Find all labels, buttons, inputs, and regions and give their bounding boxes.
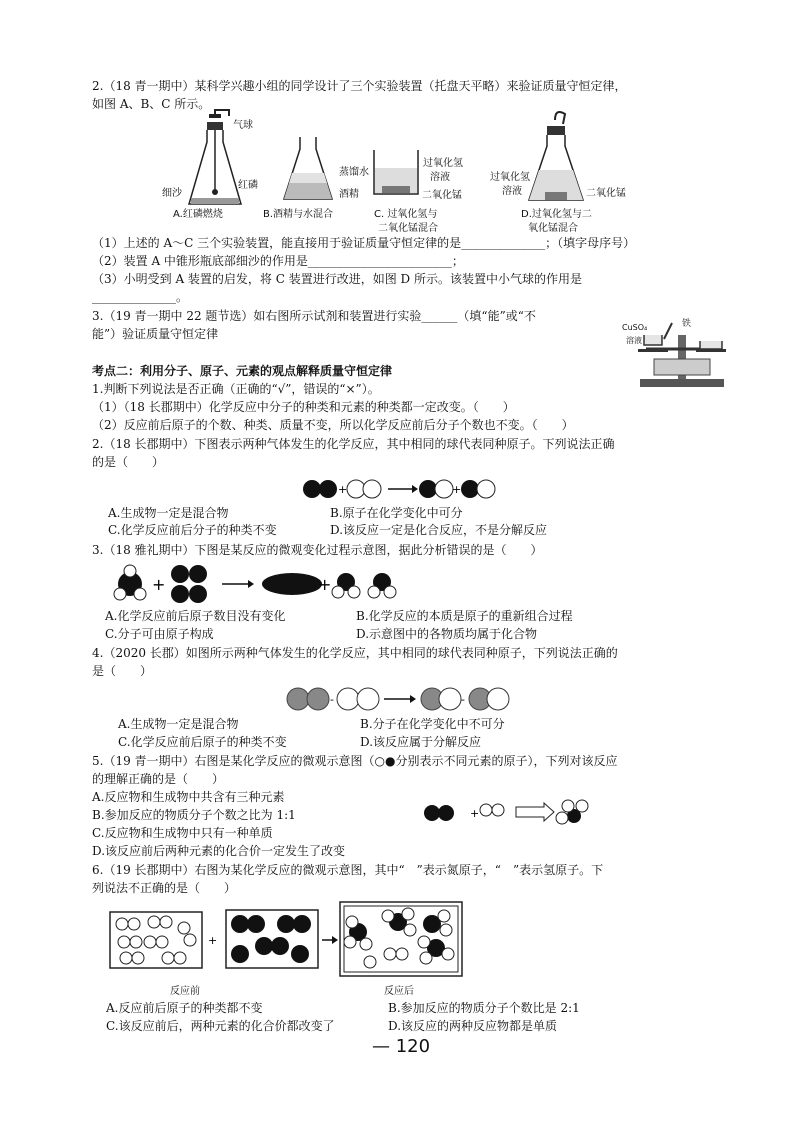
label-h2o2-d2: 溶液 <box>502 186 522 197</box>
label-mno2-c: 二氧化锰 <box>422 190 462 201</box>
j4-option-b: B.分子在化学变化中不可分 <box>360 717 505 731</box>
svg-text:-: - <box>461 693 465 706</box>
j2-stem-line1: 2.（18 长郡期中）下图表示两种气体发生的化学反应，其中相同的球代表同种原子。下列说法正确 <box>92 437 615 451</box>
label-cuso4-solution: 溶液 <box>626 336 642 345</box>
label-h2o2-d1: 过氧化氢 <box>490 172 530 183</box>
j3-option-c: C.分子可由原子构成 <box>105 627 214 641</box>
j4-option-a: A.生成物一定是混合物 <box>118 717 239 731</box>
j6-option-b: B.参加反应的物质分子个数比是 2:1 <box>388 1001 580 1015</box>
q2-sub3-a: （3）小明受到 A 装置的启发，将 C 装置进行改进，如图 D 所示。该装置中小气球的作用是 <box>92 272 582 286</box>
j4-stem-line1: 4.（2020 长郡）如图所示两种气体发生的化学反应，其中相同的球代表同种原子，下列说法正确的 <box>92 646 618 660</box>
j5-reaction-diagram <box>422 798 592 828</box>
svg-text:+: + <box>152 575 166 594</box>
page-number: — 120 <box>372 1036 431 1057</box>
svg-text:+: + <box>208 934 218 947</box>
label-balloon: 气球 <box>233 120 253 131</box>
j6-reaction-diagram <box>110 902 465 978</box>
caption-d2: 氧化锰混合 <box>528 223 578 234</box>
j4-reaction-diagram <box>286 686 512 712</box>
svg-text:+: + <box>470 807 480 820</box>
j2-option-d: D.该反应一定是化合反应，不是分解反应 <box>330 523 548 537</box>
j6-stem-line2: 列说法不正确的是（ ） <box>92 881 237 895</box>
j4-option-d: D.该反应属于分解反应 <box>360 735 482 749</box>
j3-option-a: A.化学反应前后原子数目没有变化 <box>105 609 286 623</box>
j5-option-d: D.该反应前后两种元素的化合价一定发生了改变 <box>92 844 346 858</box>
label-before: 反应前 <box>170 986 200 997</box>
label-h2o2-c2: 溶液 <box>430 172 450 183</box>
q2-stem-line1: 2.（18 青一期中）某科学兴趣小组的同学设计了三个实验装置（托盘天平略）来验证质量守恒定律， <box>92 79 627 93</box>
j3-option-b: B.化学反应的本质是原子的重新组合过程 <box>356 609 573 623</box>
label-iron: 铁 <box>682 319 692 329</box>
q2-stem-line2: 如图 A、B、C 所示。 <box>92 97 211 111</box>
label-h2o2-c1: 过氧化氢 <box>423 158 463 169</box>
svg-text:+: + <box>452 483 462 496</box>
caption-d1: D.过氧化氢与二 <box>521 209 592 220</box>
j6-option-c: C.该反应前后，两种元素的化合价都改变了 <box>106 1019 335 1033</box>
q2-sub2: （2）装置 A 中锥形瓶底部细沙的作用是________________________； <box>92 254 464 268</box>
figure-d-flask <box>525 112 587 204</box>
label-cuso4: CuSO₄ <box>622 323 648 332</box>
j5-option-c: C.反应物和生成物中只有一种单质 <box>92 826 273 840</box>
j5-option-a: A.反应物和生成物中共含有三种元素 <box>92 790 285 804</box>
j1-s2: （2）反应前后原子的个数、种类、质量不变，所以化学反应前后分子个数也不变。（ ） <box>92 418 574 432</box>
q2-sub3-b: ______________。 <box>92 290 189 304</box>
q3-stem-line2: 能”）验证质量守恒定律 <box>92 327 219 341</box>
j6-stem-line1: 6.（19 长郡期中）右图为某化学反应的微观示意图，其中“ ”表示氮原子，“ ”表示氢原子。下 <box>92 863 604 877</box>
svg-text:+: + <box>318 575 332 594</box>
svg-text:-: - <box>330 693 334 706</box>
caption-a: A.红磷燃烧 <box>173 209 223 220</box>
q2-sub1: （1）上述的 A～C 三个实验装置，能直接用于验证质量守恒定律的是______________；（填字母序号） <box>92 236 636 250</box>
section-title: 考点二：利用分子、原子、元素的观点解释质量守恒定律 <box>92 364 393 378</box>
j3-reaction-diagram <box>112 564 402 604</box>
j2-option-b: B.原子在化学变化中可分 <box>330 506 463 520</box>
j4-option-c: C.化学反应前后原子的种类不变 <box>118 735 287 749</box>
j1-s1: （1）（18 长郡期中）化学反应中分子的种类和元素的种类都一定改变。（ ） <box>92 400 515 414</box>
figure-c-beaker <box>372 148 420 196</box>
label-alcohol: 酒精 <box>339 189 359 200</box>
label-sand: 细沙 <box>162 188 182 199</box>
j6-option-a: A.反应前后原子的种类都不变 <box>106 1001 263 1015</box>
j2-option-c: C.化学反应前后分子的种类不变 <box>108 523 277 537</box>
svg-text:+: + <box>338 483 348 496</box>
j2-stem-line2: 的是（ ） <box>92 455 165 469</box>
caption-b: B.酒精与水混合 <box>263 209 334 220</box>
j3-option-d: D.示意图中的各物质均属于化合物 <box>356 627 538 641</box>
j5-stem-line1: 5.（19 青一期中）右图是某化学反应的微观示意图（○●分别表示不同元素的原子），下列对该反应 <box>92 754 618 768</box>
j5-option-b: B.参加反应的物质分子个数之比为 1:1 <box>92 808 296 822</box>
label-mno2-d: 二氧化锰 <box>586 188 626 199</box>
j5-stem-line2: 的理解正确的是（ ） <box>92 772 225 786</box>
q3-stem-line1: 3.（19 青一期中 22 题节选）如右图所示试剂和装置进行实验______（填“能”或“不 <box>92 309 536 323</box>
label-phosphorus: 红磷 <box>238 180 258 191</box>
j6-option-d: D.该反应的两种反应物都是单质 <box>388 1019 558 1033</box>
label-water: 蒸馏水 <box>339 167 369 178</box>
label-after: 反应后 <box>384 986 414 997</box>
caption-c2: 二氧化锰混合 <box>378 223 438 234</box>
j3-stem: 3.（18 雅礼期中）下图是某反应的微观变化过程示意图，据此分析错误的是（ ） <box>92 543 543 557</box>
j1-stem: 1.判断下列说法是否正确（正确的“√”，错误的“×”）。 <box>92 382 380 396</box>
caption-c1: C. 过氧化氢与 <box>374 209 438 220</box>
j2-option-a: A.生成物一定是混合物 <box>108 506 229 520</box>
j2-reaction-diagram <box>300 478 496 500</box>
j4-stem-line2: 是（ ） <box>92 664 153 678</box>
figure-b-flask <box>280 135 336 203</box>
